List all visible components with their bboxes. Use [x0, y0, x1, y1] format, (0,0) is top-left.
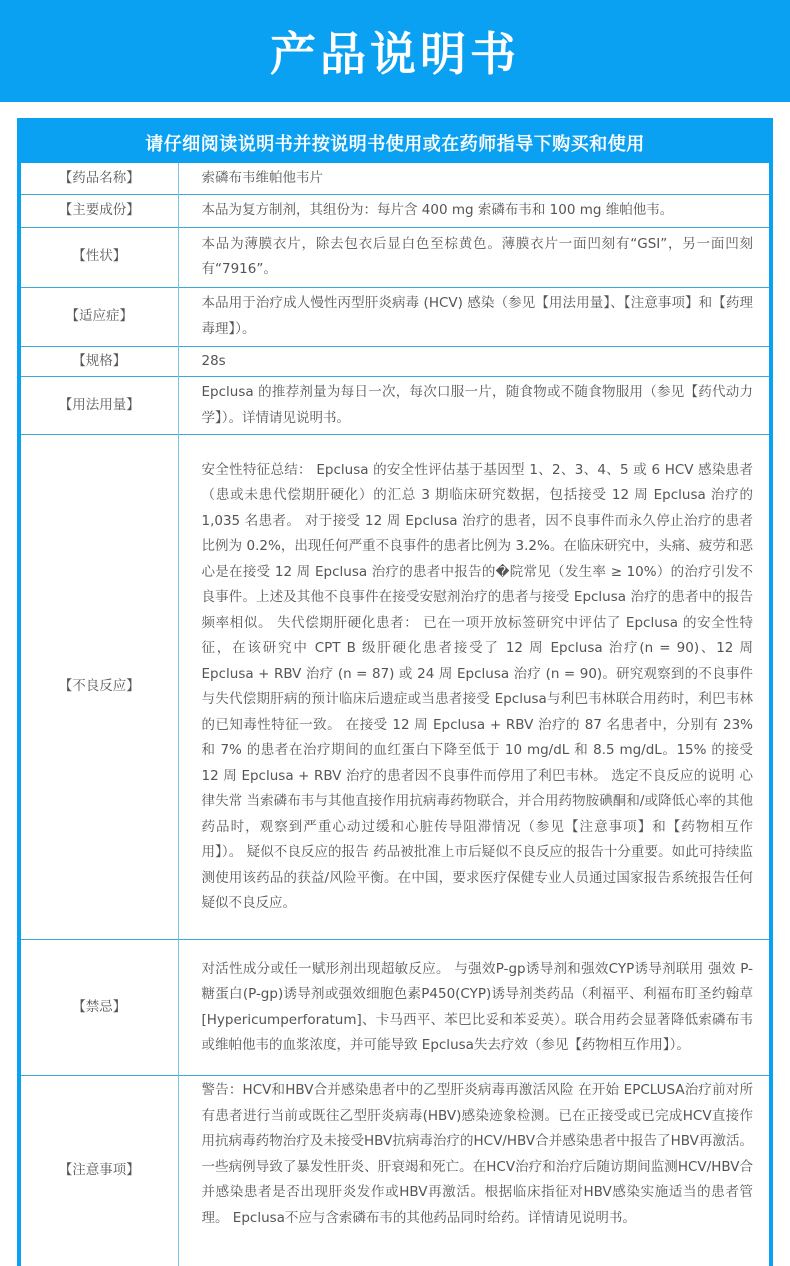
label-adverse-reactions: 【不良反应】 — [21, 435, 178, 940]
value-description: 本品为薄膜衣片，除去包衣后显白色至棕黄色。薄膜衣片一面凹刻有“GSI”，另一面凹刻有“7916”。 — [178, 227, 769, 287]
row-composition — [21, 194, 769, 227]
value-drug-name: 索磷布韦维帕他韦片 — [201, 169, 323, 186]
value-contraindications: 对活性成分或任一赋形剂出现超敏反应。 与强效P-gp诱导剂和强效CYP诱导剂联用 强效 P-糖蛋白(P-gp)诱导剂或强效细胞色素P450(CYP)诱导剂类药品（利福平、利福布盯圣约翰草 [Hypericumperforatum]、卡马西平、苯巴比妥和苯妥英）。联合用药会显著降低索磷布韦或维帕他韦的血浆浓度，并可能导致 Epclusa失去疗效（参见【药物相互作用】）。 — [178, 940, 769, 1076]
label-contraindications: 【禁忌】 — [21, 940, 178, 1076]
label-dosage: 【用法用量】 — [21, 377, 178, 435]
value-indications: 本品用于治疗成人慢性丙型肝炎病毒 (HCV) 感染（参见【用法用量】、【注意事项】和【药理毒理】）。 — [178, 287, 769, 346]
label-indications: 【适应症】 — [21, 287, 178, 346]
row-contraindications — [21, 940, 769, 1076]
label-composition: 【主要成份】 — [21, 194, 178, 227]
row-adverse-reactions — [21, 435, 769, 940]
usage-notice: 请仔细阅读说明书并按说明书使用或在药师指导下购买和使用 — [21, 122, 769, 163]
row-dosage — [21, 377, 769, 435]
row-specification — [21, 346, 769, 377]
label-specification: 【规格】 — [21, 346, 178, 377]
instruction-sheet — [17, 118, 773, 1266]
value-composition: 本品为复方制剂，其组份为：每片含 400 mg 索磷布韦和 100 mg 维帕他韦。 — [178, 194, 769, 227]
row-description — [21, 227, 769, 287]
label-drug-name: 【药品名称】 — [21, 163, 178, 194]
value-dosage: Epclusa 的推荐剂量为每日一次，每次口服一片，随食物或不随食物服用（参见【药代动力学】）。详情请见说明书。 — [178, 377, 769, 435]
row-precautions — [21, 1076, 769, 1266]
value-precautions: 警告：HCV和HBV合并感染患者中的乙型肝炎病毒再激活风险 在开始 EPCLUSA治疗前对所有患者进行当前或既往乙型肝炎病毒(HBV)感染迹象检测。已在正接受或已完成HCV直接作用抗病毒药物治疗及未接受HBV抗病毒治疗的HCV/HBV合并感染患者中报告了HBV再激活。一些病例导致了暴发性肝炎、肝衰竭和死亡。在HCV治疗和治疗后随访期间监测HCV/HBV合并感染患者是否出现肝炎发作或HBV再激活。根据临床指征对HBV感染实施适当的患者管理。 Epclusa不应与含索磷布韦的其他药品同时给药。详情请见说明书。 — [178, 1076, 769, 1266]
header-banner — [0, 0, 790, 102]
spec-table — [21, 163, 769, 1266]
row-indications — [21, 287, 769, 346]
label-description: 【性状】 — [21, 227, 178, 287]
page-title: 产品说明书 — [270, 27, 520, 81]
label-precautions: 【注意事项】 — [21, 1076, 178, 1266]
value-specification: 28s — [178, 346, 769, 377]
row-drug-name — [21, 163, 769, 194]
value-adverse-reactions: 安全性特征总结： Epclusa 的安全性评估基于基因型 1、2、3、4、5 或 6 HCV 感染患者（患或未患代偿期肝硬化）的汇总 3 期临床研究数据，包括接受 12 周 Epclusa 治疗的 1,035 名患者。 对于接受 12 周 Epclusa 治疗的患者，因不良事件而永久停止治疗的患者比例为 0.2%，出现任何严重不良事件的患者比例为 3.2%。在临床研究中，头痛、疲劳和恶心是在接受 12 周 Epclusa 治疗的患者中报告的�院常见（发生率 ≥ 10%）的治疗引发不良事件。上述及其他不良事件在接受安慰剂治疗的患者与接受 Epclusa 治疗的患者中的报告频率相似。 失代偿期肝硬化患者： 已在一项开放标签研究中评估了 Epclusa 的安全性特征，在该研究中 CPT B 级肝硬化患者接受了 12 周 Epclusa 治疗(n = 90)、12 周 Epclusa + RBV 治疗 (n = 87) 或 24 周 Epclusa 治疗 (n = 90)。研究观察到的不良事件与失代偿期肝病的预计临床后遗症或当患者接受 Epclusa与利巴韦林联合用药时，利巴韦林的已知毒性特征一致。 在接受 12 周 Epclusa + RBV 治疗的 87 名患者中，分别有 23% 和 7% 的患者在治疗期间的血红蛋白下降至低于 10 mg/dL 和 8.5 mg/dL。15% 的接受 12 周 Epclusa + RBV 治疗的患者因不良事件而停用了利巴韦林。 选定不良反应的说明 心律失常 当索磷布韦与其他直接作用抗病毒药物联合，并合用药物胺碘酮和/或降低心率的其他药品时，观察到严重心动过缓和心脏传导阻滞情况（参见【注意事项】和【药物相互作用】）。 疑似不良反应的报告 药品被批准上市后疑似不良反应的报告十分重要。如此可持续监测使用该药品的获益/风险平衡。在中国，要求医疗保健专业人员通过国家报告系统报告任何疑似不良反应。 — [178, 435, 769, 940]
